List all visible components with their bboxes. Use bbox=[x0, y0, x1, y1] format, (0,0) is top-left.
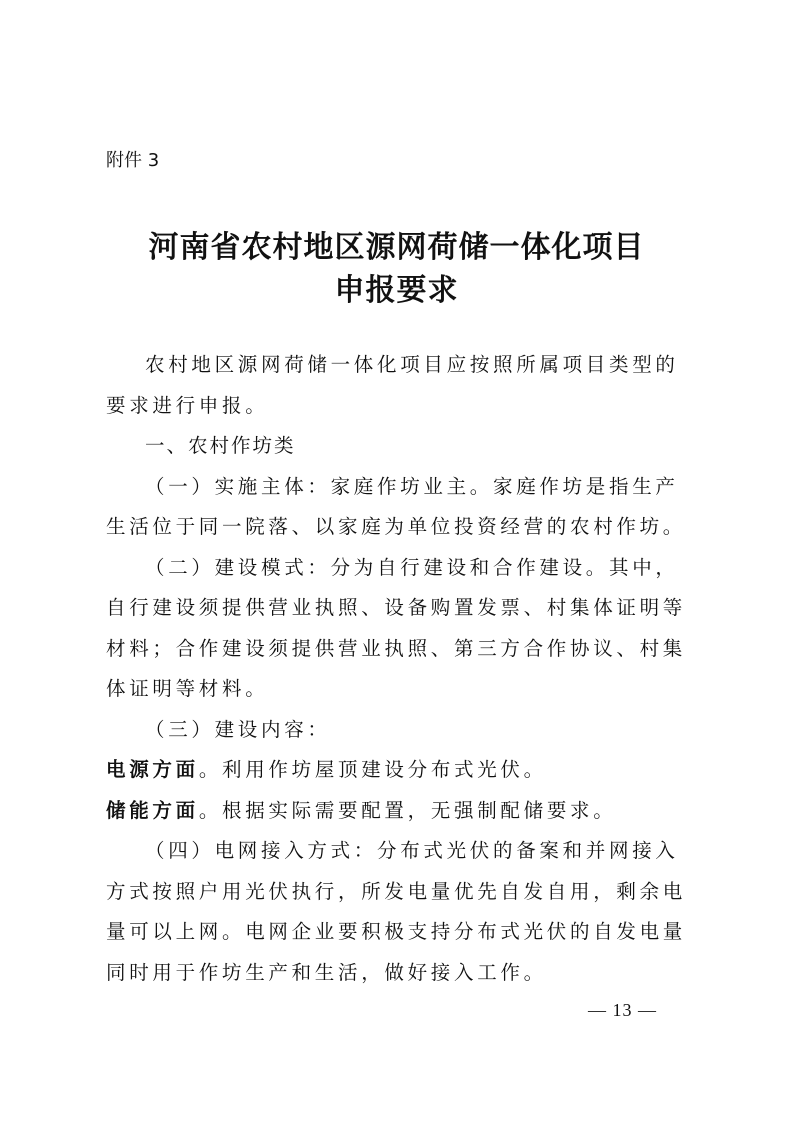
section-heading: 一、农村作坊类 bbox=[145, 434, 296, 457]
item-implementation-subject: （一）实施主体：家庭作坊业主。家庭作坊是指生产生活位于同一院落、以家庭为单位投资经营的农村作坊。 bbox=[106, 474, 687, 538]
power-source-text: 。利用作坊屋顶建设分布式光伏。 bbox=[198, 758, 547, 781]
item-construction-content: （三）建设内容： bbox=[145, 717, 331, 741]
power-source-paragraph bbox=[106, 750, 694, 791]
item-grid-connection: （四）电网接入方式：分布式光伏的备案和并网接入方式按照户用光伏执行，所发电量优先自发自用，剩余电量可以上网。电网企业要积极支持分布式光伏的自发电量同时用于作坊生产和生活，做好接入工作。 bbox=[106, 839, 687, 984]
storage-label: 储能方面 bbox=[106, 798, 199, 822]
attachment-label: 附件 3 bbox=[106, 150, 160, 171]
intro-paragraph: 农村地区源网荷储一体化项目应按照所属项目类型的要求进行申报。 bbox=[106, 353, 679, 417]
item-construction-mode: （二）建设模式：分为自行建设和合作建设。其中，自行建设须提供营业执照、设备购置发票、村集体证明等材料；合作建设须提供营业执照、第三方合作协议、村集体证明等材料。 bbox=[106, 555, 687, 700]
storage-text: 。根据实际需要配置，无强制配储要求。 bbox=[198, 798, 617, 822]
document-title-line-1: 河南省农村地区源网荷储一体化项目 bbox=[148, 230, 645, 265]
power-source-label: 电源方面 bbox=[106, 758, 199, 781]
storage-paragraph bbox=[106, 791, 694, 832]
page-number: — 13 — bbox=[588, 1000, 657, 1020]
document-title-line-2: 申报要求 bbox=[334, 273, 459, 308]
document-body bbox=[106, 345, 694, 993]
